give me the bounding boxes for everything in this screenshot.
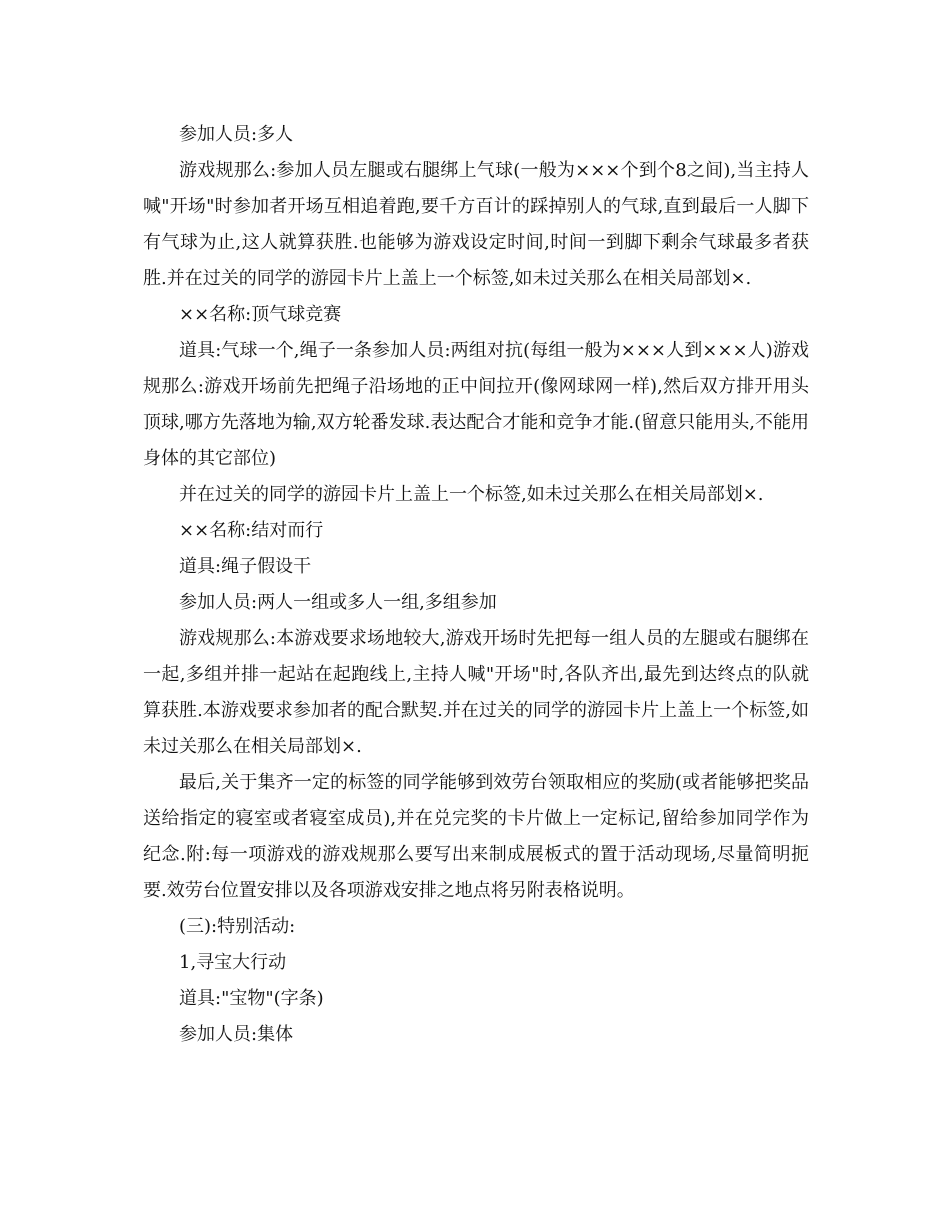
- paragraph-treasure-hunt-props: 道具:"宝物"(字条): [179, 988, 324, 1009]
- paragraph-treasure-hunt-title: 1,寻宝大行动: [179, 952, 287, 973]
- paragraph-head-balloon-props-rules: 道具:气球一个,绳子一条参加人员:两组对抗(每组一般为×××人到×××人)游戏规那么:游戏开场前先把绳子沿场地的正中间拉开(像网球网一样),然后双方排开用头顶球,哪方先落地为输,双方轮番发球.表达配合才能和竞争才能.(留意只能用头,不能用身体的其它部位): [143, 340, 809, 469]
- paragraph-participants-many: 参加人员:多人: [179, 124, 294, 145]
- paragraph-treasure-hunt-participants: 参加人员:集体: [179, 1024, 294, 1045]
- paragraph-head-balloon-title: ××名称:顶气球竞赛: [179, 304, 342, 325]
- paragraph-paired-walk-participants: 参加人员:两人一组或多人一组,多组参加: [179, 592, 497, 613]
- paragraph-special-activities-heading: (三):特别活动:: [179, 916, 296, 937]
- paragraph-paired-walk-props: 道具:绳子假设干: [179, 556, 312, 577]
- paragraph-paired-walk-rules: 游戏规那么:本游戏要求场地较大,游戏开场时先把每一组人员的左腿或右腿绑在一起,多组并排一起站在起跑线上,主持人喊"开场"时,各队齐出,最先到达终点的队就算获胜.本游戏要求参加者的配合默契.并在过关的同学的游园卡片上盖上一个标签,如未过关那么在相关局部划×.: [143, 628, 809, 757]
- paragraph-stamp-note: 并在过关的同学的游园卡片上盖上一个标签,如未过关那么在相关局部划×.: [179, 484, 764, 505]
- paragraph-balloon-stomp-rules: 游戏规那么:参加人员左腿或右腿绑上气球(一般为×××个到个8之间),当主持人喊"开场"时参加者开场互相追着跑,要千方百计的踩掉别人的气球,直到最后一人脚下有气球为止,这人就算获胜.也能够为游戏设定时间,时间一到脚下剩余气球最多者获胜.并在过关的同学的游园卡片上盖上一个标签,如未过关那么在相关局部划×.: [143, 160, 809, 289]
- paragraph-rewards-note: 最后,关于集齐一定的标签的同学能够到效劳台领取相应的奖励(或者能够把奖品送给指定的寝室或者寝室成员),并在兑完奖的卡片做上一定标记,留给参加同学作为纪念.附:每一项游戏的游戏规那么要写出来制成展板式的置于活动现场,尽量简明扼要.效劳台位置安排以及各项游戏安排之地点将另附表格说明。: [143, 772, 809, 901]
- paragraph-paired-walk-title: ××名称:结对而行: [179, 520, 324, 541]
- document-body: [143, 117, 809, 1053]
